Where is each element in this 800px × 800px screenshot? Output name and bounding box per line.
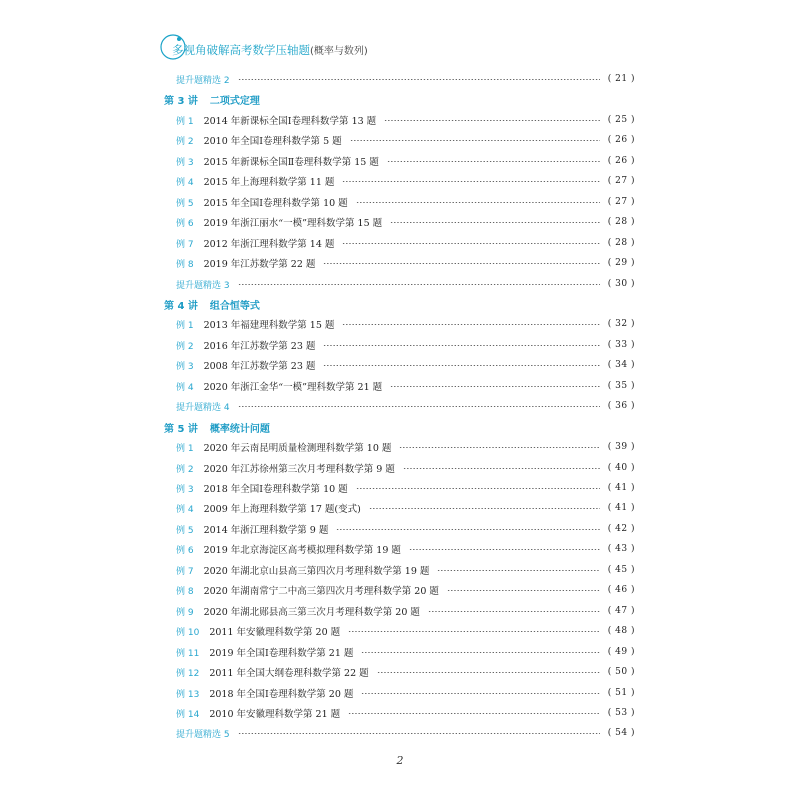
entry-title: 2011 年安徽理科数学第 20 题 <box>209 627 341 638</box>
example-label: 例 8 <box>176 586 194 597</box>
section-heading <box>164 90 260 108</box>
dot-leader <box>377 672 600 673</box>
page-number: 2 <box>396 754 404 767</box>
example-label: 例 10 <box>176 627 200 638</box>
page-reference: ( 26 ) <box>607 135 635 145</box>
dot-leader <box>323 345 599 346</box>
dot-leader <box>384 120 600 121</box>
entry-title: 2020 年江苏徐州第三次月考理科数学第 9 题 <box>203 464 395 475</box>
example-entry[interactable] <box>160 622 635 640</box>
section-number: 第 4 讲 <box>164 300 198 312</box>
example-label: 例 7 <box>176 566 194 577</box>
entry-title: 2020 年湖南常宁二中高三第四次月考理科数学第 20 题 <box>203 586 439 597</box>
extra-practice-entry[interactable] <box>160 397 635 415</box>
extra-practice-label: 提升题精选 4 <box>176 402 230 413</box>
example-entry[interactable] <box>160 643 635 661</box>
page-reference: ( 49 ) <box>607 647 635 657</box>
example-entry[interactable] <box>160 356 635 374</box>
section-title: 概率统计问题 <box>209 423 270 435</box>
dot-leader <box>447 590 600 591</box>
dot-leader <box>369 508 600 509</box>
example-entry[interactable] <box>160 602 635 620</box>
example-entry[interactable] <box>160 499 635 517</box>
page-reference: ( 33 ) <box>607 340 635 350</box>
page-reference: ( 46 ) <box>607 585 635 595</box>
page-reference: ( 42 ) <box>607 524 635 534</box>
extra-practice-entry[interactable] <box>160 70 635 88</box>
example-label: 例 14 <box>176 709 200 720</box>
dot-leader <box>342 181 599 182</box>
page-reference: ( 41 ) <box>607 503 635 513</box>
extra-practice-label: 提升题精选 3 <box>176 280 230 291</box>
entry-title: 2010 年全国Ⅰ卷理科数学第 5 题 <box>203 136 342 147</box>
example-entry[interactable] <box>160 540 635 558</box>
page-reference: ( 27 ) <box>607 176 635 186</box>
example-label: 例 5 <box>176 198 194 209</box>
entry-title: 2019 年北京海淀区高考模拟理科数学第 19 题 <box>203 545 401 556</box>
page-reference: ( 32 ) <box>607 319 635 329</box>
example-entry[interactable] <box>160 663 635 681</box>
book-title <box>172 42 368 58</box>
example-label: 例 13 <box>176 689 200 700</box>
example-entry[interactable] <box>160 377 635 395</box>
section-heading <box>164 295 260 313</box>
example-entry[interactable] <box>160 561 635 579</box>
page-reference: ( 50 ) <box>607 667 635 677</box>
entry-title: 2010 年安徽理科数学第 21 题 <box>209 709 341 720</box>
example-entry[interactable] <box>160 684 635 702</box>
entry-title: 2012 年浙江理科数学第 14 题 <box>203 239 335 250</box>
section-heading <box>164 418 270 436</box>
section-number: 第 5 讲 <box>164 423 198 435</box>
extra-practice-label: 提升题精选 2 <box>176 75 230 86</box>
dot-leader <box>437 570 599 571</box>
example-label: 例 12 <box>176 668 200 679</box>
dot-leader <box>348 713 600 714</box>
example-entry[interactable] <box>160 315 635 333</box>
example-entry[interactable] <box>160 479 635 497</box>
entry-title: 2019 年浙江丽水“一模”理科数学第 15 题 <box>203 218 383 229</box>
page-reference: ( 40 ) <box>607 463 635 473</box>
entry-title: 2019 年全国Ⅰ卷理科数学第 21 题 <box>209 648 354 659</box>
example-label: 例 3 <box>176 361 194 372</box>
entry-title: 2015 年新课标全国Ⅱ卷理科数学第 15 题 <box>203 157 379 168</box>
page-reference: ( 30 ) <box>607 279 635 289</box>
section-title: 二项式定理 <box>209 95 260 107</box>
example-entry[interactable] <box>160 520 635 538</box>
example-label: 例 3 <box>176 484 194 495</box>
example-label: 例 6 <box>176 218 194 229</box>
example-entry[interactable] <box>160 704 635 722</box>
dot-leader <box>356 202 600 203</box>
example-label: 例 9 <box>176 607 194 618</box>
section-number: 第 3 讲 <box>164 95 198 107</box>
example-entry[interactable] <box>160 131 635 149</box>
example-entry[interactable] <box>160 234 635 252</box>
dot-leader <box>428 611 600 612</box>
page-reference: ( 41 ) <box>607 483 635 493</box>
section-title: 组合恒等式 <box>209 300 260 312</box>
example-label: 例 3 <box>176 157 194 168</box>
dot-leader <box>323 263 599 264</box>
dot-leader <box>399 447 599 448</box>
example-entry[interactable] <box>160 254 635 272</box>
entry-title: 2020 年湖北郧县高三第三次月考理科数学第 20 题 <box>203 607 420 618</box>
example-entry[interactable] <box>160 459 635 477</box>
dot-leader <box>361 693 599 694</box>
entry-title: 2016 年江苏数学第 23 题 <box>203 341 316 352</box>
extra-practice-entry[interactable] <box>160 275 635 293</box>
page-reference: ( 34 ) <box>607 360 635 370</box>
page-reference: ( 43 ) <box>607 544 635 554</box>
extra-practice-label: 提升题精选 5 <box>176 729 230 740</box>
entry-title: 2018 年全国Ⅰ卷理科数学第 10 题 <box>203 484 348 495</box>
entry-title: 2011 年全国大纲卷理科数学第 22 题 <box>209 668 369 679</box>
page-reference: ( 35 ) <box>607 381 635 391</box>
extra-practice-entry[interactable] <box>160 724 635 742</box>
entry-title: 2020 年浙江金华“一模”理科数学第 21 题 <box>203 382 383 393</box>
page-reference: ( 36 ) <box>607 401 635 411</box>
example-label: 例 2 <box>176 464 194 475</box>
page-reference: ( 25 ) <box>607 115 635 125</box>
entry-title: 2014 年新课标全国Ⅰ卷理科数学第 13 题 <box>203 116 377 127</box>
dot-leader <box>238 79 600 80</box>
page-reference: ( 54 ) <box>607 728 635 738</box>
page-reference: ( 51 ) <box>607 688 635 698</box>
dot-leader <box>323 365 599 366</box>
dot-leader <box>238 406 600 407</box>
page-reference: ( 21 ) <box>607 74 635 84</box>
dot-leader <box>238 733 600 734</box>
page-reference: ( 47 ) <box>607 606 635 616</box>
dot-leader <box>350 140 600 141</box>
dot-leader <box>238 284 600 285</box>
entry-title: 2014 年浙江理科数学第 9 题 <box>203 525 329 536</box>
page-reference: ( 53 ) <box>607 708 635 718</box>
dot-leader <box>348 631 600 632</box>
page-reference: ( 28 ) <box>607 217 635 227</box>
entry-title: 2020 年云南昆明质量检测理科数学第 10 题 <box>203 443 392 454</box>
example-label: 例 1 <box>176 320 194 331</box>
dot-leader <box>409 549 600 550</box>
example-label: 例 2 <box>176 136 194 147</box>
entry-title: 2018 年全国Ⅰ卷理科数学第 20 题 <box>209 689 354 700</box>
page-reference: ( 26 ) <box>607 156 635 166</box>
running-header <box>158 28 488 68</box>
page-reference: ( 27 ) <box>607 197 635 207</box>
example-entry[interactable] <box>160 172 635 190</box>
dot-leader <box>342 243 599 244</box>
example-entry[interactable] <box>160 581 635 599</box>
example-label: 例 11 <box>176 648 200 659</box>
example-label: 例 2 <box>176 341 194 352</box>
example-entry[interactable] <box>160 193 635 211</box>
example-label: 例 6 <box>176 545 194 556</box>
example-entry[interactable] <box>160 438 635 456</box>
entry-title: 2009 年上海理科数学第 17 题(变式) <box>203 504 361 515</box>
entry-title: 2013 年福建理科数学第 15 题 <box>203 320 335 331</box>
example-label: 例 4 <box>176 504 194 515</box>
example-label: 例 7 <box>176 239 194 250</box>
page-reference: ( 48 ) <box>607 626 635 636</box>
dot-leader <box>390 222 600 223</box>
dot-leader <box>403 468 600 469</box>
dot-leader <box>342 324 599 325</box>
example-label: 例 1 <box>176 443 194 454</box>
dot-leader <box>387 161 600 162</box>
dot-leader <box>361 652 599 653</box>
dot-leader <box>336 529 599 530</box>
book-title-main: 多视角破解高考数学压轴题 <box>172 43 310 57</box>
example-label: 例 5 <box>176 525 194 536</box>
entry-title: 2015 年全国Ⅰ卷理科数学第 10 题 <box>203 198 348 209</box>
entry-title: 2019 年江苏数学第 22 题 <box>203 259 316 270</box>
page-reference: ( 45 ) <box>607 565 635 575</box>
example-label: 例 8 <box>176 259 194 270</box>
example-entry[interactable] <box>160 152 635 170</box>
entry-title: 2008 年江苏数学第 23 题 <box>203 361 316 372</box>
example-label: 例 1 <box>176 116 194 127</box>
page-reference: ( 28 ) <box>607 238 635 248</box>
example-entry[interactable] <box>160 336 635 354</box>
dot-leader <box>390 386 600 387</box>
page-reference: ( 29 ) <box>607 258 635 268</box>
page-reference: ( 39 ) <box>607 442 635 452</box>
entry-title: 2015 年上海理科数学第 11 题 <box>203 177 335 188</box>
example-entry[interactable] <box>160 213 635 231</box>
entry-title: 2020 年湖北京山县高三第四次月考理科数学第 19 题 <box>203 566 430 577</box>
dot-leader <box>356 488 600 489</box>
example-entry[interactable] <box>160 111 635 129</box>
example-label: 例 4 <box>176 177 194 188</box>
example-label: 例 4 <box>176 382 194 393</box>
book-subtitle: (概率与数列) <box>310 46 368 57</box>
